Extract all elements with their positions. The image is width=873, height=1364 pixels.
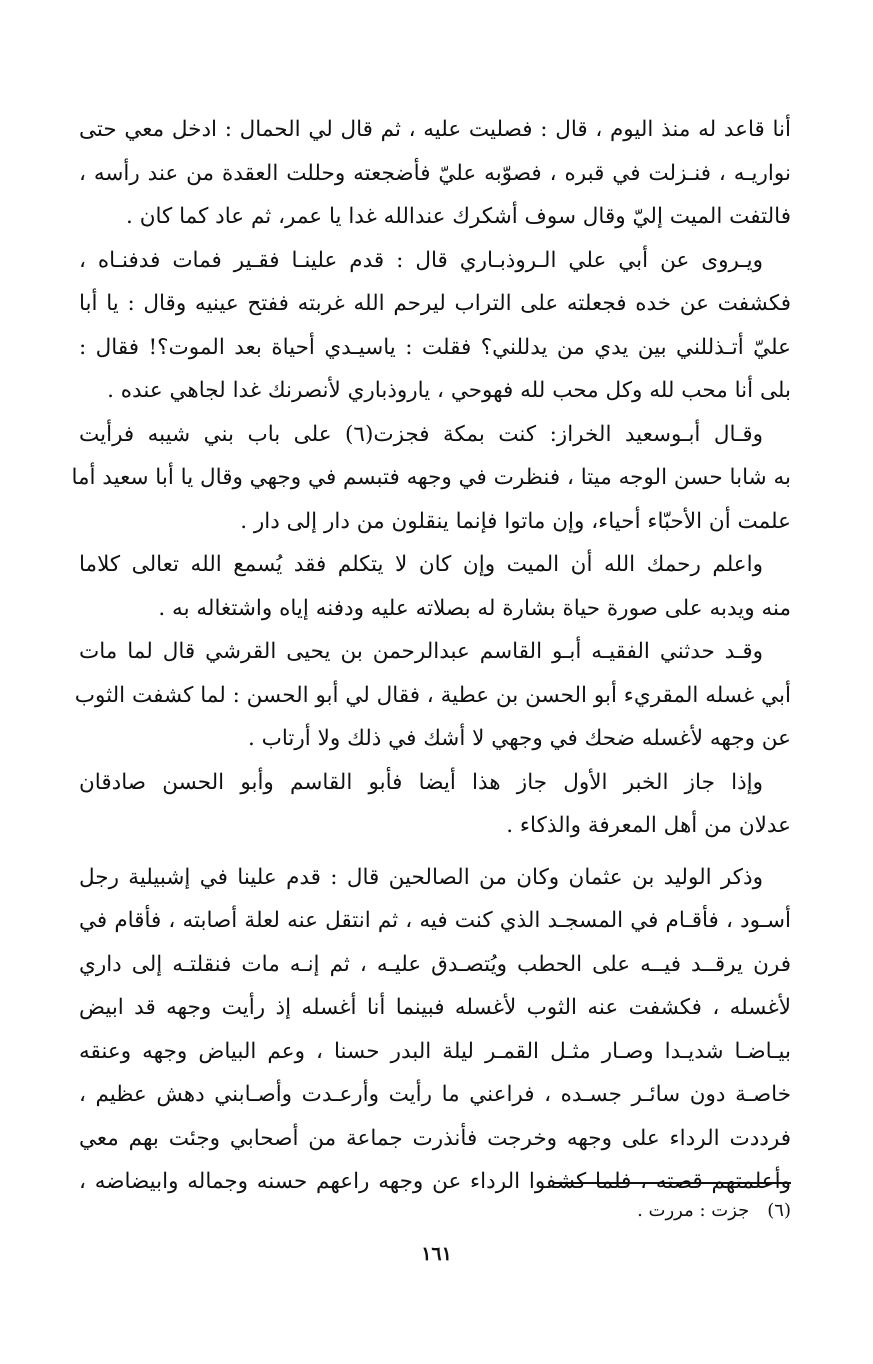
text-line: وقـد حدثني الفقيـه أبـو القاسم عبدالرحمن بن يحيى القرشي قال لما مات — [79, 639, 763, 664]
footnote-number: (٦) — [767, 1200, 791, 1221]
text-line: فرن يرقــد فيــه على الحطب ويُتصـدق عليـه ، ثم إنـه مات فنقلتـه إلى داري — [79, 951, 791, 977]
page-number: ١٦١ — [421, 1243, 452, 1265]
text-line: بلى أنا محب لله وكل محب لله فهوحي ، ياروذباري لأنصرنك غدا لجاهي عنده . — [107, 378, 791, 403]
footnote — [637, 1198, 791, 1224]
text-line: منه ويدبه على صورة حياة بشارة له بصلاته عليه ودفنه إياه واشتغاله به . — [158, 595, 791, 621]
text-line: فكشفت عن خده فجعلته على التراب ليرحم الله غربته ففتح عينيه وقال : يا أبا — [79, 291, 791, 316]
text-line: عليّ أتـذللني بين يدي من يدللني؟ فقلت : ياسيـدي أحياة بعد الموت؟! فقال : — [79, 334, 791, 360]
text-line: واعلم رحمك الله أن الميت وإن كان لا يتكلم فقد يُسمع الله تعالى كلاما — [79, 552, 763, 577]
text-line: نواريـه ، فنـزلت في قبره ، فصوّبه عليّ فأضجعته وحللت العقدة من عند رأسه ، — [79, 160, 791, 186]
text-line: وأعلمتهم قصته ، فلما كشفوا الرداء عن وجهه راعهم حسنه وجماله وابيضاضه ، — [79, 1169, 791, 1194]
footnote-divider — [553, 1182, 791, 1184]
text-line: عدلان من أهل المعرفة والذكاء . — [506, 813, 791, 838]
paragraph-gap — [79, 848, 791, 856]
text-line: وذكر الوليد بن عثمان وكان من الصالحين قال : قدم علينا في إشبيلية رجل — [79, 864, 763, 890]
text-line: بيـاضـا شديـدا وصـار مثـل القمـر ليلة البدر حسنا ، وعم البياض وجهه وعنقه — [79, 1038, 791, 1064]
text-line: عن وجهه لأغسله ضحك في وجهي لا أشك في ذلك ولا أرتاب . — [247, 726, 791, 751]
body-text — [71, 108, 791, 1204]
text-line: خاصـة دون سائـر جسـده ، فراعني ما رأيت وأرعـدت وأصـابني دهش عظيم ، — [79, 1082, 791, 1107]
text-line: ويـروى عن أبي علي الـروذبـاري قال : قدم علينـا فقـير فمات فدفنـاه ، — [79, 247, 763, 273]
text-line: علمت أن الأحبّاء أحياء، وإن ماتوا فإنما ينقلون من دار إلى دار . — [240, 508, 791, 534]
text-line: به شابا حسن الوجه ميتا ، فنظرت في وجهه فتبسم في وجهي وقال يا أبا سعيد أما — [71, 465, 791, 490]
text-line: أنا قاعد له منذ اليوم ، قال : فصليت عليه ، ثم قال لي الحمال : ادخل معي حتى — [79, 117, 791, 142]
text-line: أبي غسله المقريء أبو الحسن بن عطية ، فقال لي أبو الحسن : لما كشفت الثوب — [74, 682, 791, 708]
text-line: أسـود ، فأقـام في المسجـد الذي كنت فيه ، ثم انتقل عنه لعلة أصابته ، فأقام في — [79, 908, 791, 933]
footnote-text: جزت : مررت . — [637, 1200, 750, 1221]
text-line: وقـال أبـوسعيد الخراز: كنت بمكة فجزت(٦) على باب بني شيبه فرأيت — [79, 421, 763, 447]
text-line: فالتفت الميت إليّ وقال سوف أشكرك عندالله غدا يا عمر، ثم عاد كما كان . — [126, 204, 791, 229]
text-line: وإذا جاز الخبر الأول جاز هذا أيضا فأبو القاسم وأبو الحسن صادقان — [79, 769, 763, 795]
text-line: فرددت الرداء على وجهه وخرجت فأنذرت جماعة من أصحابي وجئت بهم معي — [79, 1125, 791, 1151]
text-line: لأغسله ، فكشفت عنه الثوب لأغسله فبينما أنا أغسله إذ رأيت وجهه قد ابيض — [79, 995, 791, 1020]
